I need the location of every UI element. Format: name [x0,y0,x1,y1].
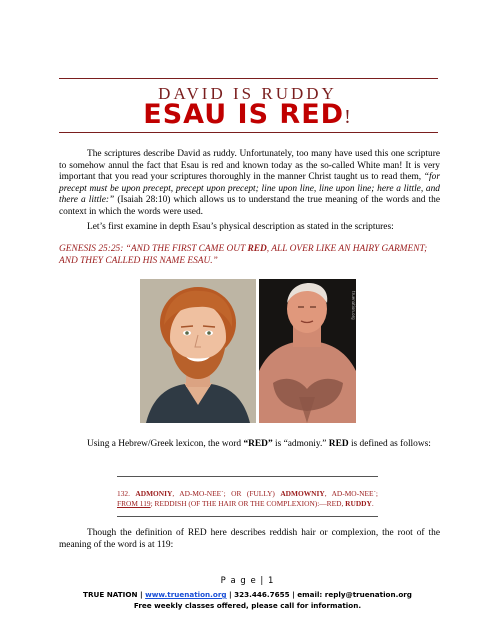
title-esau-text: ESAU IS RED [143,99,345,130]
examine-text: Let’s first examine in depth Esau’s physical description as stated in the scriptures: [87,222,394,232]
lexicon-definition: ; REDDISH (OF THE HAIR OR THE COMPLEXION):—RED, [150,498,346,508]
lexicon-intro-b: is “admoniy.” [272,439,329,449]
closing-paragraph [59,528,440,551]
verse-text-before: : “AND THE FIRST CAME OUT [120,244,248,254]
lexicon-word-red-2: RED [328,439,349,449]
lexicon-bottom-rule [117,516,378,517]
lexicon-word-red: “RED” [243,439,273,449]
verse-emph-red: RED [247,244,267,254]
intro-text: The scriptures describe David as ruddy. Unfortunately, too many have used this one scripture to somehow annul the fact that Esau is red and known today as the so-called White man! It is very important that you read your scriptures thoroughly in the manner Christ taught us to read them, [59,149,440,183]
genesis-verse [59,244,440,267]
title-bang: ! [344,106,352,128]
top-rule [59,78,438,79]
footer-classes: Free weekly classes offered, please call for information. [133,601,362,610]
lexicon-headword-1: ADMONIY [135,489,173,498]
title-bottom-rule [59,132,438,133]
verse-ref: GENESIS 25:25 [59,244,121,254]
photo-watermark: truenation.org [351,291,356,320]
photo-hairy-chest-man [259,279,356,423]
lexicon-number: 132. [117,489,136,498]
lexicon-intro-a: Using a Hebrew/Greek lexicon, the word [87,439,244,449]
footer-phone-email: | 323.446.7655 | email: reply@truenation.org [226,590,412,599]
lexicon-ruddy: RUDDY [345,498,372,508]
lexicon-from-ref: FROM 119 [117,498,151,508]
portrait-left-image [140,279,256,423]
photo-red-haired-man [140,279,256,423]
lexicon-entry [117,489,378,508]
page-number: P a g e | 1 [220,576,275,586]
footer-org: TRUE NATION | [83,590,146,599]
lexicon-headword-2: ADMOWNIY [280,489,325,498]
lexicon-pron-1: , AD-MO-NEE´; OR (FULLY) [172,489,281,498]
lexicon-intro-paragraph [59,439,440,451]
footer-contact [0,590,495,599]
isaiah-quote: “for precept must be upon precept, precept upon precept; line upon line, line upon line; here a little, and there a little:” [59,172,440,206]
intro-paragraph [59,149,440,219]
lexicon-intro-c: is defined as follows: [348,439,431,449]
title-david-is-ruddy: DAVID IS RUDDY [158,84,337,103]
portrait-right-image [259,279,356,423]
title-esau-is-red [0,99,495,130]
verse-text-after: , ALL OVER LIKE AN HAIRY GARMENT; AND THEY CALLED HIS NAME ESAU.” [59,244,428,266]
closing-text: Though the definition of RED here describes reddish hair or complexion, the root of the meaning of the word is at 119: [59,528,440,550]
intro-ref: (Isaiah 28:10) which allows us to understand the true meaning of the words and the context in which the words were used. [59,195,440,217]
examine-paragraph [59,222,440,234]
lexicon-top-rule [117,476,378,477]
lexicon-end: . [371,498,374,508]
lexicon-pron-2: , AD-MO-NEE´; [324,489,378,498]
footer-website-link[interactable]: www.truenation.org [145,590,227,599]
